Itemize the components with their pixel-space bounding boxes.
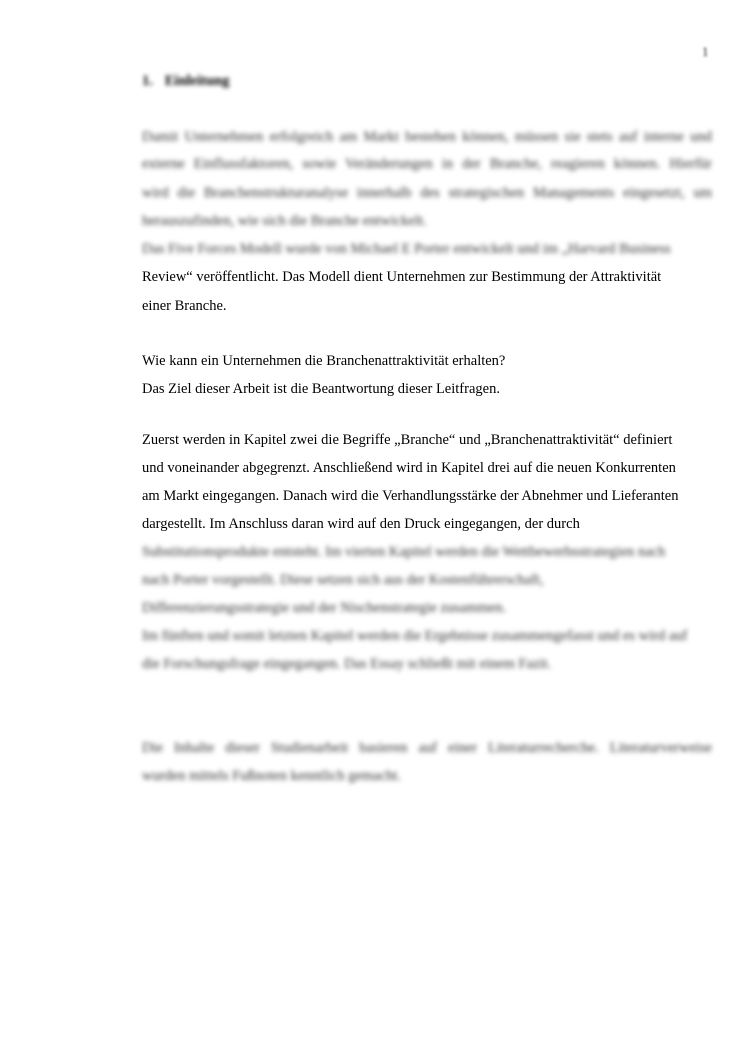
page-number: 1 — [702, 44, 709, 59]
paragraph-4-line: Die Inhalte dieser Studienarbeit basieren auf einer Literaturrecherche. Literaturverweise — [142, 740, 712, 756]
section-heading — [142, 73, 229, 90]
question-line: Wie kann ein Unternehmen die Branchenattraktivität erhalten? — [142, 353, 506, 369]
paragraph-2-line: Review“ veröffentlicht. Das Modell dient Unternehmen zur Bestimmung der Attraktivität — [142, 269, 662, 285]
paragraph-2-line: einer Branche. — [142, 298, 227, 314]
paragraph-1-line: externe Einflussfaktoren, sowie Veränderungen in der Branche, reagieren können. Hierfür — [142, 156, 712, 172]
paragraph-1-line: herauszufinden, wie sich die Branche entwickelt. — [142, 213, 427, 229]
paragraph-3-line: Zuerst werden in Kapitel zwei die Begriffe „Branche“ und „Branchenattraktivität“ definiert — [142, 432, 673, 448]
paragraph-4-line: wurden mittels Fußnoten kenntlich gemacht. — [142, 768, 401, 784]
paragraph-3-line: dargestellt. Im Anschluss daran wird auf den Druck eingegangen, der durch — [142, 516, 580, 532]
paragraph-3-line: am Markt eingegangen. Danach wird die Verhandlungsstärke der Abnehmer und Lieferanten — [142, 488, 679, 504]
section-title: Einleitung — [164, 73, 230, 89]
paragraph-3-line: und voneinander abgegrenzt. Anschließend wird in Kapitel drei auf die neuen Konkurrenten — [142, 460, 676, 476]
paragraph-3-line: Substitutionsprodukte entsteht. Im vierten Kapitel werden die Wettbewerbsstrategien nach — [142, 544, 666, 560]
question-line: Das Ziel dieser Arbeit ist die Beantwortung dieser Leitfragen. — [142, 381, 500, 397]
paragraph-3-line: die Forschungsfrage eingegangen. Das Essay schließt mit einem Fazit. — [142, 656, 552, 672]
paragraph-2-line: Das Five Forces Modell wurde von Michael E Porter entwickelt und im „Harvard Business — [142, 241, 671, 257]
paragraph-1-line: Damit Unternehmen erfolgreich am Markt bestehen können, müssen sie stets auf interne und — [142, 129, 712, 145]
paragraph-3-line: Differenzierungsstrategie und der Nischenstrategie zusammen. — [142, 600, 507, 616]
section-number: 1. — [142, 73, 153, 89]
paragraph-3-line: nach Porter vorgestellt. Diese setzen sich aus der Kostenführerschaft, — [142, 572, 544, 588]
paragraph-3-line: Im fünften und somit letzten Kapitel werden die Ergebnisse zusammengefasst und es wird auf — [142, 628, 688, 644]
paragraph-1-line: wird die Branchenstrukturanalyse innerhalb des strategischen Managements eingesetzt, um — [142, 185, 712, 201]
